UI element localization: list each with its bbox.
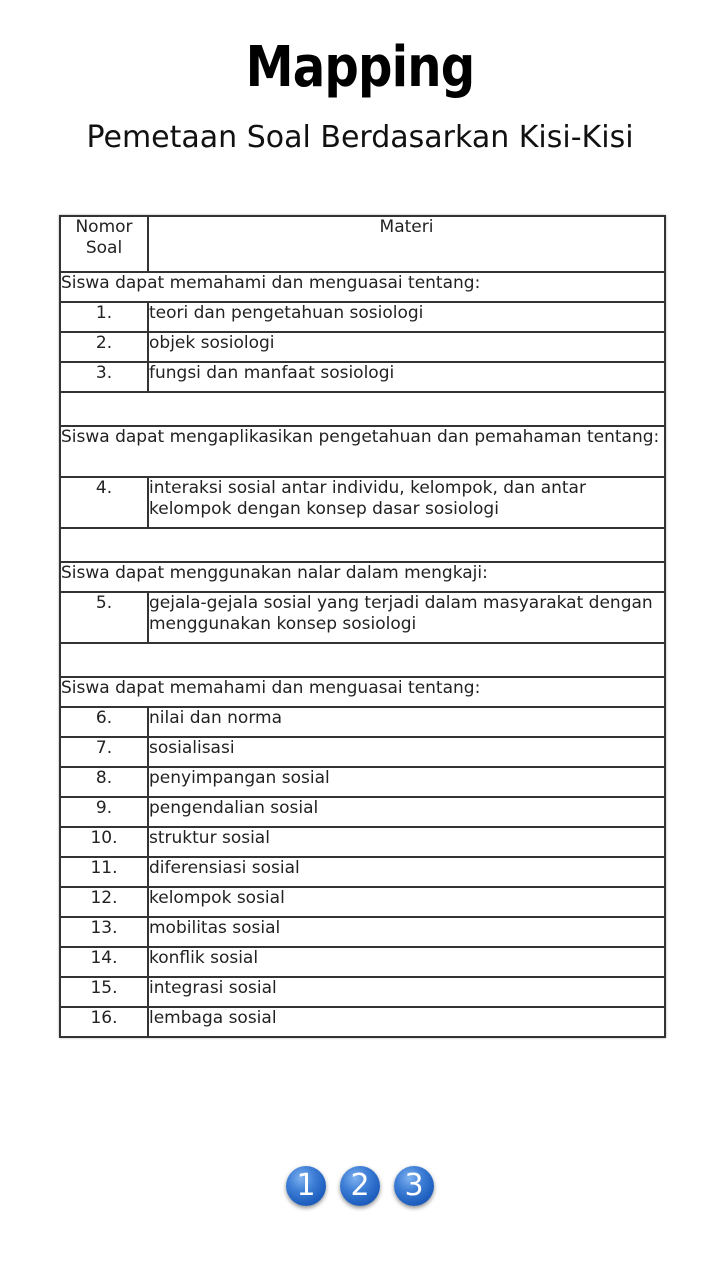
question-number: 8. xyxy=(60,767,148,797)
column-header-material xyxy=(148,216,665,272)
table-row xyxy=(60,737,665,767)
material-text: pengendalian sosial xyxy=(148,797,665,827)
page-title: Mapping xyxy=(245,35,475,100)
material-text: lembaga sosial xyxy=(148,1007,665,1037)
question-number: 5. xyxy=(60,592,148,643)
material-text: sosialisasi xyxy=(148,737,665,767)
section-heading-row xyxy=(60,677,665,707)
section-heading-row xyxy=(60,426,665,477)
table-header-row xyxy=(60,216,665,272)
table-row xyxy=(60,797,665,827)
table-row xyxy=(60,827,665,857)
page-1-button[interactable]: 1 xyxy=(286,1166,326,1206)
material-text: kelompok sosial xyxy=(148,887,665,917)
material-text: konflik sosial xyxy=(148,947,665,977)
table-row xyxy=(60,977,665,1007)
section-heading: Siswa dapat menggunakan nalar dalam mengkaji: xyxy=(60,562,665,592)
material-text: struktur sosial xyxy=(148,827,665,857)
page-3-button[interactable]: 3 xyxy=(394,1166,434,1206)
pagination xyxy=(0,1166,720,1206)
question-number: 15. xyxy=(60,977,148,1007)
material-text: teori dan pengetahuan sosiologi xyxy=(148,302,665,332)
question-number: 2. xyxy=(60,332,148,362)
material-text: nilai dan norma xyxy=(148,707,665,737)
material-text: mobilitas sosial xyxy=(148,917,665,947)
section-heading: Siswa dapat memahami dan menguasai tentang: xyxy=(60,677,665,707)
empty-cell xyxy=(60,392,665,426)
question-number: 13. xyxy=(60,917,148,947)
question-number: 1. xyxy=(60,302,148,332)
table-row xyxy=(60,332,665,362)
material-text: fungsi dan manfaat sosiologi xyxy=(148,362,665,392)
material-text: interaksi sosial antar individu, kelompok, dan antar kelompok dengan konsep dasar sosiologi xyxy=(148,477,665,528)
question-number: 10. xyxy=(60,827,148,857)
table-row xyxy=(60,947,665,977)
empty-cell xyxy=(60,643,665,677)
table-row xyxy=(60,302,665,332)
column-header-number-label: Nomor Soal xyxy=(75,217,133,258)
table-row xyxy=(60,887,665,917)
material-text: integrasi sosial xyxy=(148,977,665,1007)
spacer-row xyxy=(60,643,665,677)
page-subtitle: Pemetaan Soal Berdasarkan Kisi-Kisi xyxy=(86,120,634,155)
section-heading: Siswa dapat mengaplikasikan pengetahuan dan pemahaman tentang: xyxy=(60,426,665,477)
table-row xyxy=(60,592,665,643)
table-row xyxy=(60,707,665,737)
column-header-number xyxy=(60,216,148,272)
question-number: 14. xyxy=(60,947,148,977)
question-number: 11. xyxy=(60,857,148,887)
question-number: 7. xyxy=(60,737,148,767)
question-number: 3. xyxy=(60,362,148,392)
spacer-row xyxy=(60,392,665,426)
column-header-material-label: Materi xyxy=(379,217,434,237)
section-heading-row xyxy=(60,562,665,592)
material-text: diferensiasi sosial xyxy=(148,857,665,887)
table-row xyxy=(60,767,665,797)
table-row xyxy=(60,857,665,887)
material-text: gejala-gejala sosial yang terjadi dalam masyarakat dengan menggunakan konsep sosiologi xyxy=(148,592,665,643)
question-number: 9. xyxy=(60,797,148,827)
material-text: penyimpangan sosial xyxy=(148,767,665,797)
table-row xyxy=(60,917,665,947)
question-number: 6. xyxy=(60,707,148,737)
empty-cell xyxy=(60,528,665,562)
spacer-row xyxy=(60,528,665,562)
section-heading: Siswa dapat memahami dan menguasai tentang: xyxy=(60,272,665,302)
page-2-button[interactable]: 2 xyxy=(340,1166,380,1206)
question-number: 12. xyxy=(60,887,148,917)
question-number: 16. xyxy=(60,1007,148,1037)
table-row xyxy=(60,362,665,392)
mapping-table xyxy=(59,215,666,1038)
material-text: objek sosiologi xyxy=(148,332,665,362)
question-number: 4. xyxy=(60,477,148,528)
section-heading-row xyxy=(60,272,665,302)
table-row xyxy=(60,1007,665,1037)
table-row xyxy=(60,477,665,528)
